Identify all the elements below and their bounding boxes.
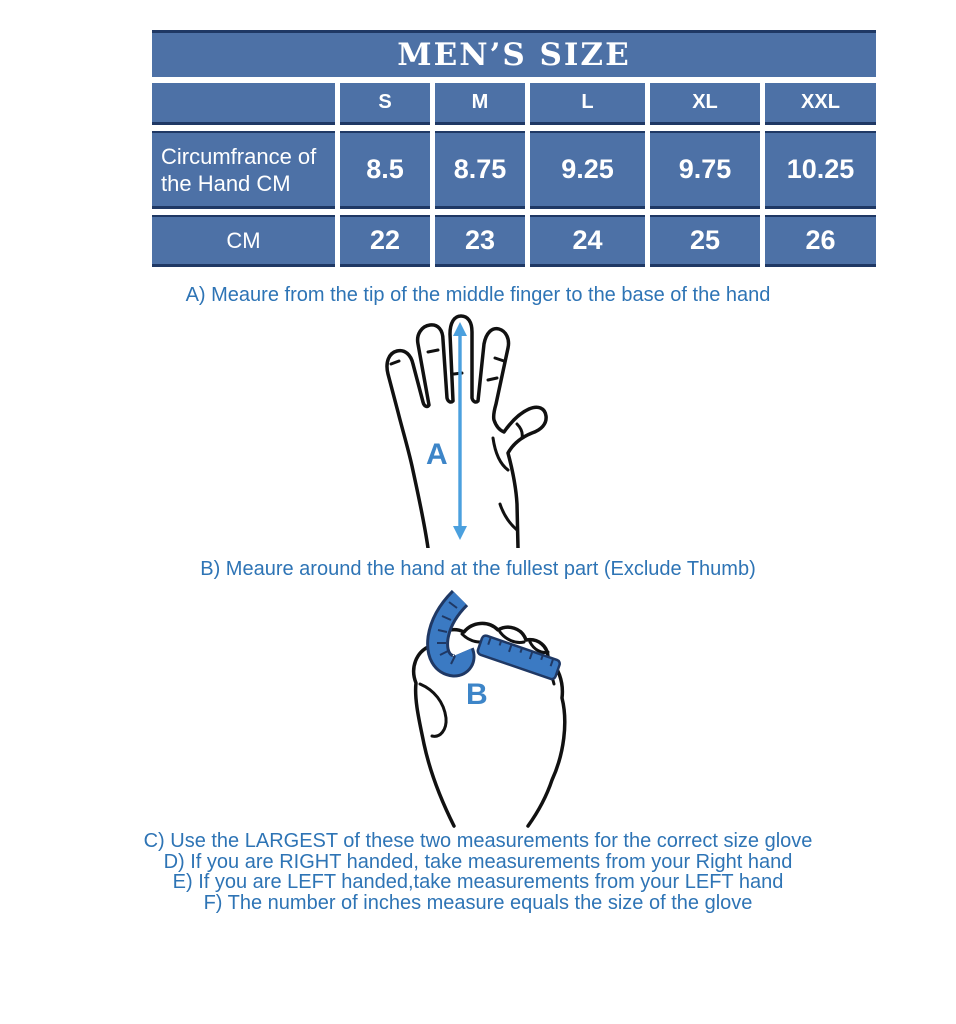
size-header-s: S (340, 83, 430, 125)
cm-row (152, 215, 876, 267)
mens-size-table (152, 30, 876, 267)
table-title: MEN’S SIZE (152, 30, 876, 77)
circumference-row (152, 131, 876, 209)
circumference-row-label: Circumfrance of the Hand CM (152, 131, 335, 209)
instruction-notes (0, 831, 956, 913)
empty-header-cell (152, 83, 335, 125)
size-header-xxl: XXL (765, 83, 876, 125)
size-header-l: L (530, 83, 645, 125)
instruction-d-text: D) If you are RIGHT handed, take measurements from your Right hand (163, 850, 793, 873)
cm-value-l: 24 (530, 215, 645, 267)
instruction-b-text: B) Meaure around the hand at the fullest part (Exclude Thumb) (200, 558, 756, 580)
size-header-xl: XL (650, 83, 760, 125)
figure-a-label: A (426, 438, 448, 471)
circumference-value-xl: 9.75 (650, 131, 760, 209)
cm-row-label: CM (152, 215, 335, 267)
figure-b-label: B (466, 678, 488, 711)
circumference-value-xxl: 10.25 (765, 131, 876, 209)
cm-value-xxl: 26 (765, 215, 876, 267)
size-header-m: M (435, 83, 525, 125)
open-hand-illustration (378, 312, 558, 548)
open-hand-length-measure-icon (378, 312, 558, 548)
size-header-row (152, 83, 876, 125)
circumference-value-s: 8.5 (340, 131, 430, 209)
instruction-f-text: F) The number of inches measure equals the size of the glove (203, 891, 753, 914)
cm-value-m: 23 (435, 215, 525, 267)
instruction-e-text: E) If you are LEFT handed,take measurements from your LEFT hand (172, 871, 784, 893)
fist-illustration (396, 586, 576, 828)
circumference-value-m: 8.75 (435, 131, 525, 209)
instruction-a-text: A) Meaure from the tip of the middle finger to the base of the hand (185, 284, 771, 306)
cm-value-xl: 25 (650, 215, 760, 267)
instruction-c-text: C) Use the LARGEST of these two measurements for the correct size glove (143, 830, 813, 852)
cm-value-s: 22 (340, 215, 430, 267)
circumference-value-l: 9.25 (530, 131, 645, 209)
fist-with-tape-measure-icon (396, 586, 576, 828)
